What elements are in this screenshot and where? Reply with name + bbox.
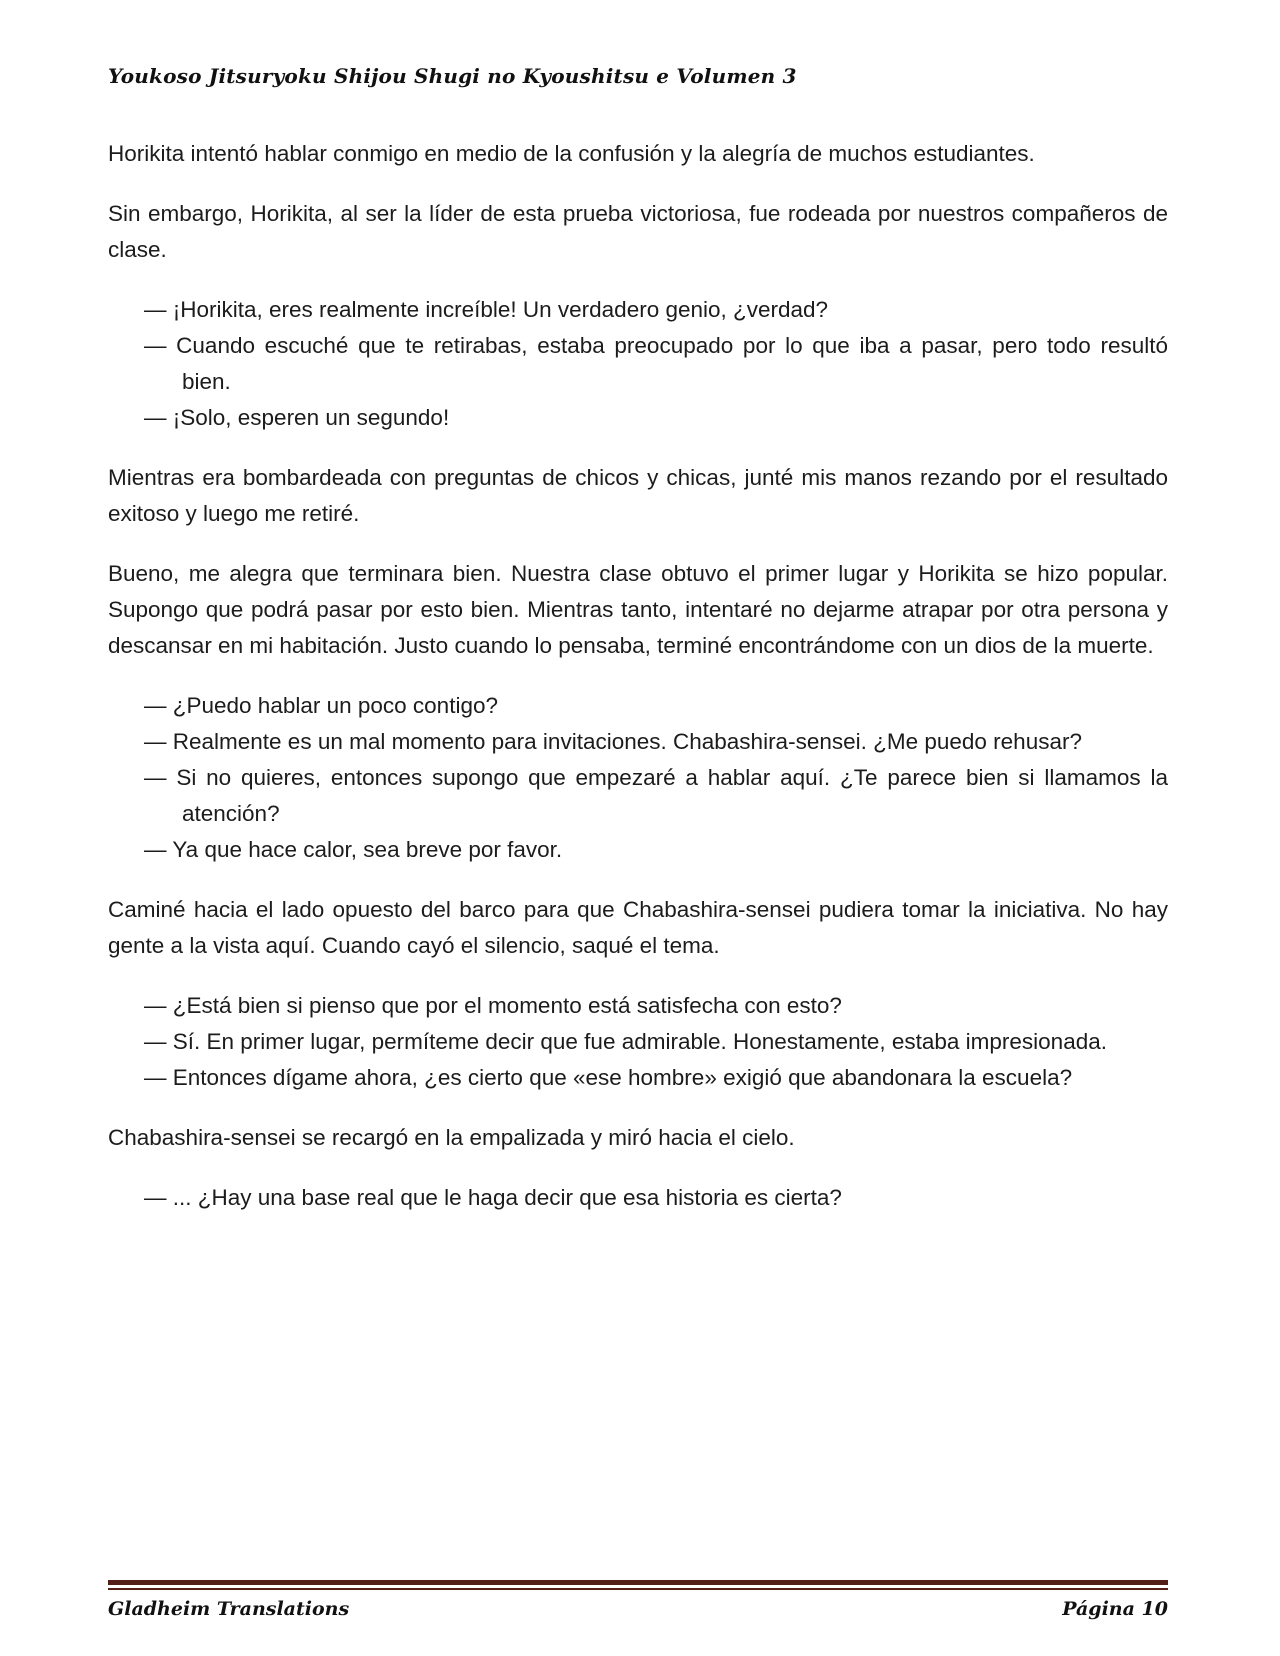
dialogue-line: — Si no quieres, entonces supongo que empezaré a hablar aquí. ¿Te parece bien si llamamos la atención? <box>144 765 1168 826</box>
dialogue-block <box>144 988 1168 1096</box>
paragraph: Sin embargo, Horikita, al ser la líder de esta prueba victoriosa, fue rodeada por nuestros compañeros de clase. <box>108 201 1168 262</box>
paragraph: Caminé hacia el lado opuesto del barco para que Chabashira-sensei pudiera tomar la iniciativa. No hay gente a la vista aquí. Cuando cayó el silencio, saqué el tema. <box>108 897 1168 958</box>
dialogue-line: — ¡Horikita, eres realmente increíble! Un verdadero genio, ¿verdad? <box>144 297 829 322</box>
dialogue-line: — Entonces dígame ahora, ¿es cierto que «ese hombre» exigió que abandonara la escuela? <box>144 1065 1073 1090</box>
dialogue-line: — ¡Solo, esperen un segundo! <box>144 405 450 430</box>
dialogue-line: — Cuando escuché que te retirabas, estaba preocupado por lo que iba a pasar, pero todo resultó bien. <box>144 333 1168 394</box>
page-header <box>108 64 1168 88</box>
paragraph: Mientras era bombardeada con preguntas de chicos y chicas, junté mis manos rezando por el resultado exitoso y luego me retiré. <box>108 465 1168 526</box>
footer-translator-credit: Gladheim Translations <box>108 1598 350 1620</box>
dialogue-line: — ¿Está bien si pienso que por el momento está satisfecha con esto? <box>144 993 842 1018</box>
footer-page-number: Página 10 <box>1062 1598 1168 1620</box>
paragraph: Bueno, me alegra que terminara bien. Nuestra clase obtuvo el primer lugar y Horikita se hizo popular. Supongo que podrá pasar por esto bien. Mientras tanto, intentaré no dejarme atrapar por otra persona y descansar en mi habitación. Justo cuando lo pensaba, terminé encontrándome con un dios de la muerte. <box>108 561 1168 658</box>
dialogue-line: — ... ¿Hay una base real que le haga decir que esa historia es cierta? <box>144 1185 842 1210</box>
dialogue-line: — Sí. En primer lugar, permíteme decir que fue admirable. Honestamente, estaba impresionada. <box>144 1029 1107 1054</box>
footer-divider-rule <box>108 1580 1168 1590</box>
page-footer <box>108 1580 1168 1620</box>
paragraph: Chabashira-sensei se recargó en la empalizada y miró hacia el cielo. <box>108 1125 795 1150</box>
dialogue-block <box>144 1180 1168 1216</box>
dialogue-block <box>144 688 1168 868</box>
document-body <box>108 136 1168 1580</box>
dialogue-block <box>144 292 1168 436</box>
page-header-title: Youkoso Jitsuryoku Shijou Shugi no Kyoushitsu e Volumen 3 <box>108 64 797 88</box>
dialogue-line: — ¿Puedo hablar un poco contigo? <box>144 693 498 718</box>
footer-row <box>108 1598 1168 1620</box>
dialogue-line: — Realmente es un mal momento para invitaciones. Chabashira-sensei. ¿Me puedo rehusar? <box>144 729 1082 754</box>
dialogue-line: — Ya que hace calor, sea breve por favor. <box>144 837 563 862</box>
paragraph: Horikita intentó hablar conmigo en medio de la confusión y la alegría de muchos estudiantes. <box>108 141 1035 166</box>
